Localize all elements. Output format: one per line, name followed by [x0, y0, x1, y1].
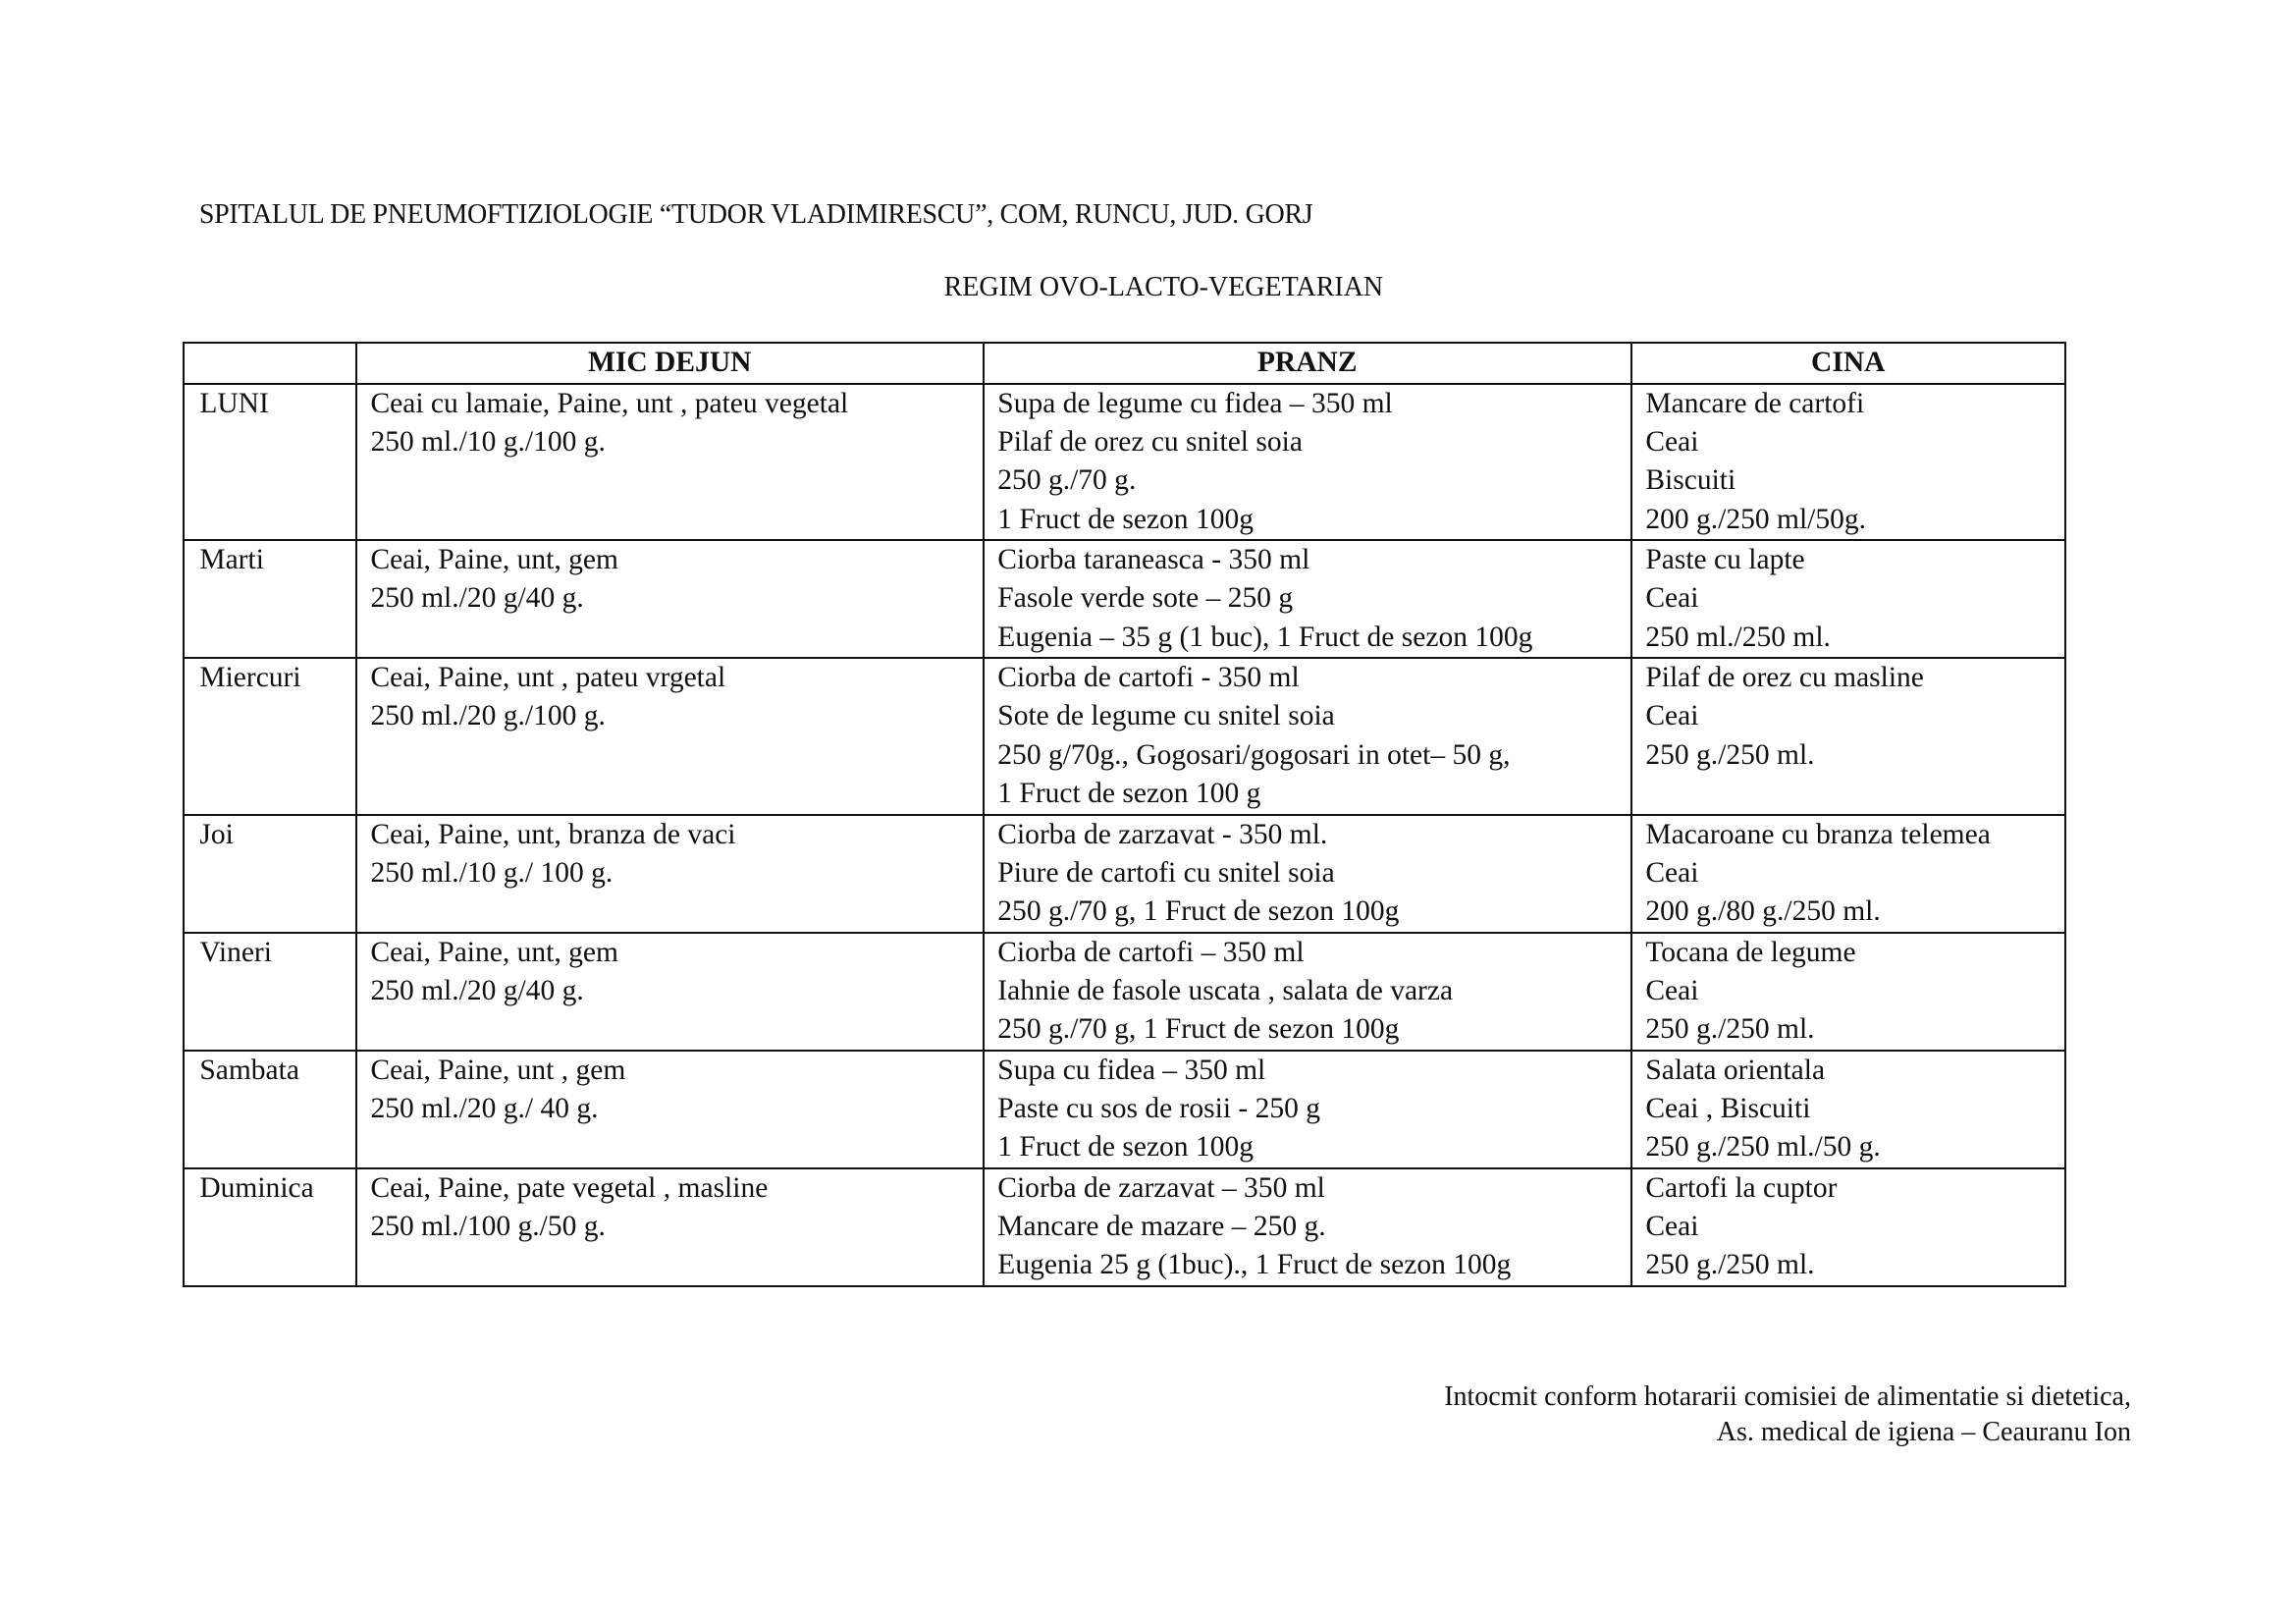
dinner-cell: [1631, 1051, 2065, 1168]
cell-line: 200 g./250 ml/50g.: [1645, 503, 1866, 535]
cell-line: 250 ml./250 ml.: [1645, 621, 1831, 653]
cell-line: Mancare de mazare – 250 g.: [997, 1211, 1326, 1243]
cell-line: Fasole verde sote – 250 g: [997, 582, 1294, 615]
cell-line: Salata orientala: [1645, 1054, 1826, 1086]
lunch-cell: [984, 1051, 1631, 1168]
table-row: [184, 933, 2065, 1051]
cell-line: Mancare de cartofi: [1645, 387, 1865, 419]
cell-line: Ceai: [1645, 700, 1699, 732]
cell-line: Ceai, Paine, unt, branza de vaci: [370, 818, 736, 850]
cell-line: 1 Fruct de sezon 100 g: [997, 778, 1261, 810]
cell-line: 250 g/70g., Gogosari/gogosari in otet– 50 g,: [997, 738, 1511, 771]
cell-line: Ciorba de cartofi – 350 ml: [997, 936, 1305, 968]
day-cell: Miercuri: [184, 658, 356, 814]
cell-line: 250 ml./100 g./50 g.: [370, 1211, 606, 1243]
cell-line: 250 ml./10 g./100 g.: [370, 425, 606, 458]
dinner-cell: [1631, 384, 2065, 540]
cell-line: Supa de legume cu fidea – 350 ml: [997, 387, 1393, 419]
day-cell: Duminica: [184, 1168, 356, 1286]
dinner-cell: [1631, 933, 2065, 1051]
column-header-dinner: CINA: [1631, 343, 2065, 383]
cell-line: Ceai: [1645, 1211, 1699, 1243]
breakfast-cell: [356, 540, 984, 658]
table-row: [184, 658, 2065, 814]
table-row: [184, 384, 2065, 540]
lunch-cell: [984, 815, 1631, 933]
lunch-cell: [984, 658, 1631, 814]
cell-line: Ciorba de cartofi - 350 ml: [997, 662, 1300, 694]
day-cell: Sambata: [184, 1051, 356, 1168]
table-row: [184, 540, 2065, 658]
cell-line: Paste cu lapte: [1645, 543, 1805, 575]
cell-line: 1 Fruct de sezon 100g: [997, 1131, 1254, 1164]
column-header-breakfast: MIC DEJUN: [356, 343, 984, 383]
cell-line: 250 ml./20 g/40 g.: [370, 582, 584, 615]
table-row: [184, 1168, 2065, 1286]
cell-line: 250 g./70 g.: [997, 464, 1137, 497]
weekly-menu-table: [183, 342, 2066, 1287]
table-body: [184, 384, 2065, 1286]
dinner-cell: [1631, 658, 2065, 814]
dinner-cell: [1631, 540, 2065, 658]
cell-line: Ceai: [1645, 425, 1699, 458]
cell-line: Ceai, Paine, unt, gem: [370, 936, 618, 968]
lunch-cell: [984, 933, 1631, 1051]
cell-line: Pilaf de orez cu snitel soia: [997, 425, 1303, 458]
cell-line: 250 g./70 g, 1 Fruct de sezon 100g: [997, 1013, 1400, 1046]
cell-line: 200 g./80 g./250 ml.: [1645, 895, 1881, 928]
cell-line: Supa cu fidea – 350 ml: [997, 1054, 1266, 1086]
cell-line: Ceai: [1645, 974, 1699, 1006]
column-header-lunch: PRANZ: [984, 343, 1631, 383]
cell-line: 250 g./250 ml./50 g.: [1645, 1131, 1881, 1164]
breakfast-cell: [356, 658, 984, 814]
cell-line: 250 g./250 ml.: [1645, 1249, 1815, 1281]
cell-line: Pilaf de orez cu masline: [1645, 662, 1924, 694]
cell-line: 250 ml./20 g./ 40 g.: [370, 1093, 599, 1125]
lunch-cell: [984, 540, 1631, 658]
cell-line: Ceai: [1645, 582, 1699, 615]
cell-line: Ceai, Paine, pate vegetal , masline: [370, 1171, 769, 1204]
table-row: [184, 815, 2065, 933]
cell-line: Ciorba de zarzavat – 350 ml: [997, 1171, 1325, 1204]
cell-line: Ceai, Paine, unt, gem: [370, 543, 618, 575]
cell-line: Piure de cartofi cu snitel soia: [997, 856, 1335, 889]
cell-line: 250 g./250 ml.: [1645, 1013, 1815, 1046]
cell-line: 1 Fruct de sezon 100g: [997, 503, 1254, 535]
cell-line: Ceai cu lamaie, Paine, unt , pateu vegetal: [370, 387, 849, 419]
lunch-cell: [984, 1168, 1631, 1286]
cell-line: Ceai, Paine, unt , pateu vrgetal: [370, 662, 726, 694]
footer-signature-line: As. medical de igiena – Ceauranu Ion: [1716, 1417, 2131, 1448]
dinner-cell: [1631, 1168, 2065, 1286]
cell-line: Ceai , Biscuiti: [1645, 1093, 1811, 1125]
cell-line: 250 ml./20 g./100 g.: [370, 700, 606, 732]
cell-line: Iahnie de fasole uscata , salata de varza: [997, 974, 1454, 1006]
breakfast-cell: [356, 933, 984, 1051]
day-cell: Vineri: [184, 933, 356, 1051]
cell-line: Sote de legume cu snitel soia: [997, 700, 1335, 732]
day-cell: LUNI: [184, 384, 356, 540]
cell-line: Macaroane cu branza telemea: [1645, 818, 1991, 850]
cell-line: Paste cu sos de rosii - 250 g: [997, 1093, 1321, 1125]
cell-line: Eugenia – 35 g (1 buc), 1 Fruct de sezon 100g: [997, 621, 1533, 653]
hospital-name: SPITALUL DE PNEUMOFTIZIOLOGIE “TUDOR VLADIMIRESCU”, COM, RUNCU, JUD. GORJ: [198, 198, 1313, 230]
cell-line: Cartofi la cuptor: [1645, 1171, 1838, 1204]
cell-line: 250 ml./20 g/40 g.: [370, 974, 584, 1006]
lunch-cell: [984, 384, 1631, 540]
cell-line: 250 ml./10 g./ 100 g.: [370, 856, 614, 889]
cell-line: Ceai, Paine, unt , gem: [370, 1054, 626, 1086]
breakfast-cell: [356, 384, 984, 540]
table-header-row: [184, 343, 2065, 383]
cell-line: Ciorba taraneasca - 350 ml: [997, 543, 1310, 575]
cell-line: Biscuiti: [1645, 464, 1736, 497]
breakfast-cell: [356, 1168, 984, 1286]
cell-line: Ceai: [1645, 856, 1699, 889]
day-cell: Joi: [184, 815, 356, 933]
breakfast-cell: [356, 815, 984, 933]
cell-line: 250 g./70 g, 1 Fruct de sezon 100g: [997, 895, 1400, 928]
dinner-cell: [1631, 815, 2065, 933]
cell-line: Tocana de legume: [1645, 936, 1856, 968]
footer-approval-line: Intocmit conform hotararii comisiei de alimentatie si dietetica,: [1444, 1380, 2131, 1412]
table-row: [184, 1051, 2065, 1168]
regime-title: REGIM OVO-LACTO-VEGETARIAN: [943, 272, 1384, 303]
day-cell: Marti: [184, 540, 356, 658]
breakfast-cell: [356, 1051, 984, 1168]
column-header-day: [184, 343, 356, 383]
cell-line: Ciorba de zarzavat - 350 ml.: [997, 818, 1328, 850]
footer-note: [1444, 1380, 2131, 1451]
cell-line: Eugenia 25 g (1buc)., 1 Fruct de sezon 100g: [997, 1249, 1512, 1281]
cell-line: 250 g./250 ml.: [1645, 738, 1815, 771]
